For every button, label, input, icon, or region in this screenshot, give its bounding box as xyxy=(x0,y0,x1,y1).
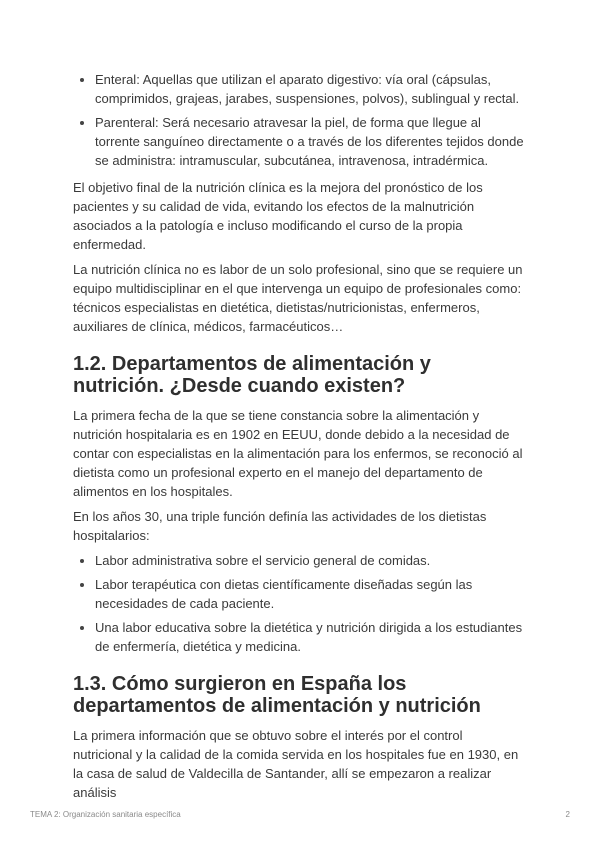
footer-title: TEMA 2: Organización sanitaria específica xyxy=(30,810,181,819)
list-item: Una labor educativa sobre la dietética y nutrición dirigida a los estudiantes de enfermería, dietética y medicina. xyxy=(73,618,525,656)
paragraph: La nutrición clínica no es labor de un solo profesional, sino que se requiere un equipo multidisciplinar en el que intervenga un equipo de profesionales como: técnicos especialistas en dietética, dietistas/nutricionistas, enfermeros, auxiliares de clínica, médicos, farmacéuticos… xyxy=(73,262,523,334)
page-number: 2 xyxy=(565,810,570,819)
list-item: Labor administrativa sobre el servicio general de comidas. xyxy=(73,551,525,570)
dietitian-functions-list xyxy=(73,551,525,656)
section-heading: 1.3. Cómo surgieron en España los departamentos de alimentación y nutrición xyxy=(73,673,481,717)
list-item: Labor terapéutica con dietas científicamente diseñadas según las necesidades de cada paciente. xyxy=(73,575,525,613)
paragraph: En los años 30, una triple función definía las actividades de los dietistas hospitalarios: xyxy=(73,509,487,543)
paragraph: La primera información que se obtuvo sobre el interés por el control nutricional y la calidad de la comida servida en los hospitales fue en 1930, en la casa de salud de Valdecilla de Santander, allí se empezaron a realizar análisis xyxy=(73,728,519,800)
document-body xyxy=(73,70,525,808)
section-heading: 1.2. Departamentos de alimentación y nutrición. ¿Desde cuando existen? xyxy=(73,353,431,397)
paragraph: La primera fecha de la que se tiene constancia sobre la alimentación y nutrición hospitalaria es en 1902 en EEUU, donde debido a la necesidad de contar con especialistas en la alimentación para los enfermos, se reconoció al dietista como un profesional experto en el manejo del departamento de alimentos en los hospitales. xyxy=(73,408,523,499)
list-item: Enteral: Aquellas que utilizan el aparato digestivo: vía oral (cápsulas, comprimidos, grajeas, jarabes, suspensiones, polvos), sublingual y rectal. xyxy=(73,70,525,108)
paragraph: El objetivo final de la nutrición clínica es la mejora del pronóstico de los pacientes y su calidad de vida, evitando los efectos de la malnutrición asociados a la patología e incluso modificando el curso de la propia enfermedad. xyxy=(73,180,483,252)
list-item: Parenteral: Será necesario atravesar la piel, de forma que llegue al torrente sanguíneo directamente o a través de los diferentes tejidos donde se administra: intramuscular, subcutánea, intravenosa, intradérmica. xyxy=(73,113,525,170)
administration-routes-list xyxy=(73,70,525,170)
